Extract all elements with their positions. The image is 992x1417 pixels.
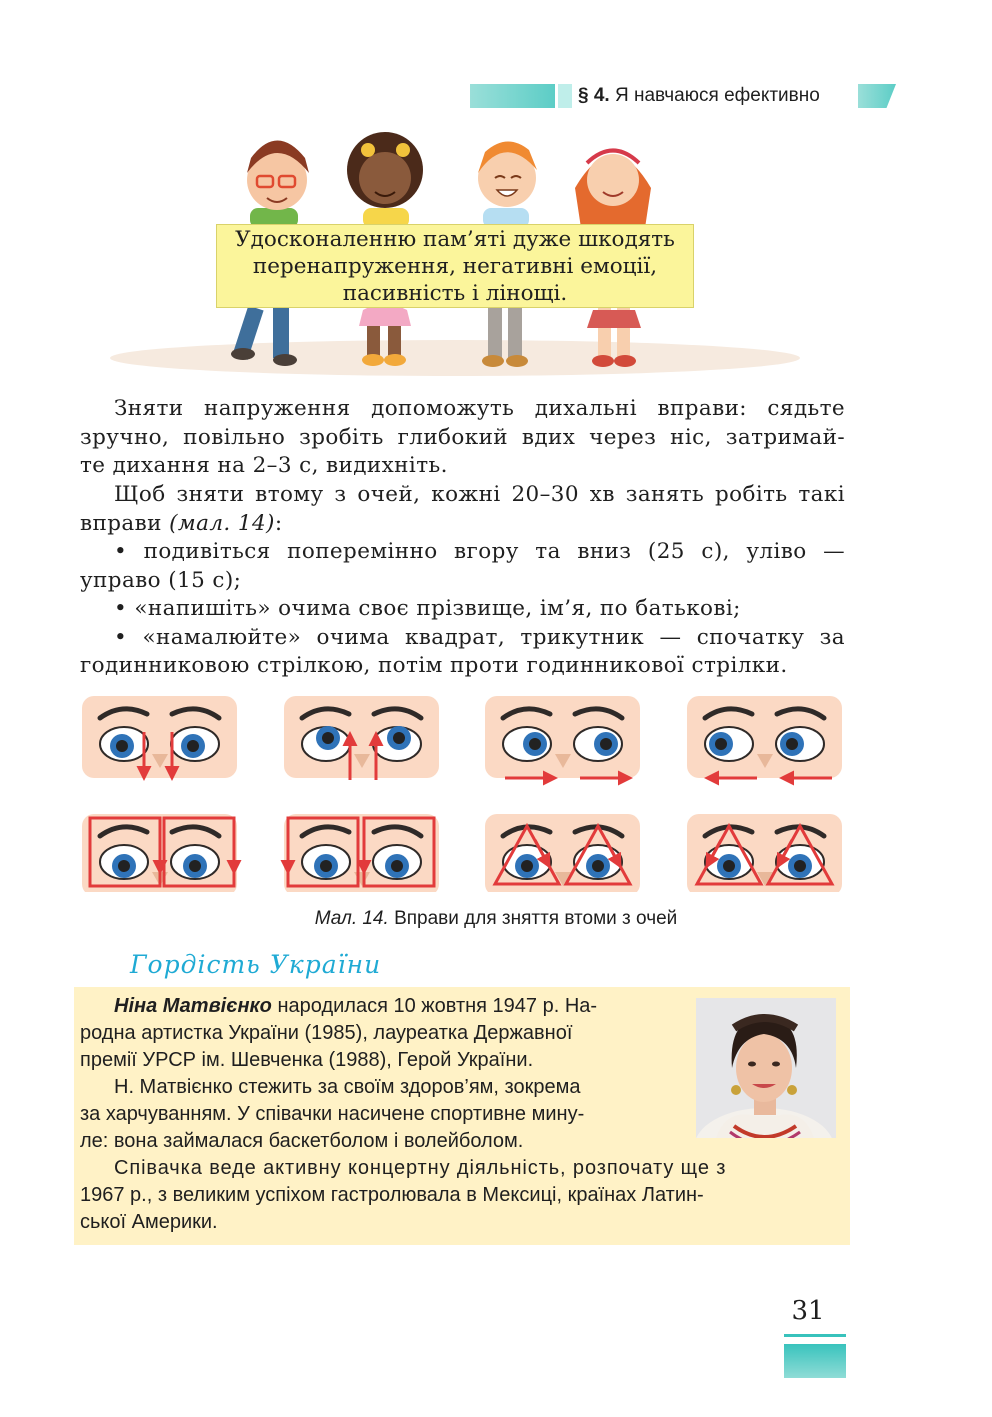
figure-caption (0, 908, 992, 930)
caption-label: Мал. 14. (314, 908, 389, 929)
running-header (470, 80, 900, 112)
bio-line (80, 993, 597, 1021)
section-title: Я навчаюся ефективно (614, 85, 820, 106)
header-title (572, 83, 826, 109)
bio-line: родна артистка України (1985), лауреатка Державної (80, 1022, 573, 1044)
bio-line: за харчуванням. У співачки насичене спортивне мину- (80, 1103, 585, 1125)
pride-section-title: Гордість України (130, 950, 382, 979)
page-corner-bar (784, 1344, 846, 1378)
banner-line-3: пасивність і лінощі. (342, 281, 568, 306)
banner-line-1: Удосконаленню пам’яті дуже шкодять (235, 227, 675, 252)
page-number-underline (784, 1334, 846, 1337)
caption-text: Вправи для зняття втоми з очей (388, 908, 678, 929)
exercise-look-up (284, 696, 439, 780)
exercise-look-down (82, 696, 237, 778)
memory-banner (216, 224, 694, 308)
bullet-item-3: • «намалюйте» очима квадрат, трикутник — спочатку за (114, 624, 845, 650)
text-line: Щоб зняти втому з очей, кожні 20–30 хв занять робіть такі (114, 482, 845, 507)
bullet-list (80, 538, 845, 681)
exercise-look-left (687, 696, 842, 778)
text-line: зручно, повільно зробіть глибокий вдих через ніс, затримай- (80, 424, 845, 450)
page-number: 31 (791, 1296, 825, 1326)
text-fragment: вправи (80, 510, 170, 536)
text-line: те дихання на 2–3 с, видихніть. (80, 453, 448, 478)
text-fragment: : (274, 510, 283, 536)
eye-exercises-figure (80, 692, 850, 892)
bullet-item-2: • «напишіть» очима своє прізвище, ім’я, по батькові; (114, 596, 741, 621)
bullet-item-3-cont: годинниковою стрілкою, потім проти годинникової стрілки. (80, 653, 788, 678)
bio-line: ле: вона займалася баскетболом і волейболом. (80, 1130, 524, 1152)
exercise-look-right (485, 696, 640, 778)
bio-line: 1967 р., з великим успіхом гастролювала в Мексиці, країнах Латин- (80, 1184, 704, 1206)
exercise-square-counterclockwise (284, 814, 439, 892)
bio-line: ської Америки. (80, 1211, 218, 1233)
text-line: Зняти напруження допоможуть дихальні вправи: сядьте (114, 396, 845, 421)
exercise-square-clockwise (82, 814, 237, 892)
header-stripe-left (470, 84, 555, 108)
bio-line: Н. Матвієнко стежить за своїм здоров’ям, зокрема (114, 1076, 581, 1098)
bio-line: премії УРСР ім. Шевченка (1988), Герой України. (80, 1049, 534, 1071)
figure-reference: (мал. 14) (169, 510, 275, 536)
exercise-triangle-counterclockwise (687, 814, 842, 892)
banner-line-2: перенапруження, негативні емоції, (252, 254, 658, 279)
paragraph-eye-fatigue (80, 481, 845, 538)
header-stripe-left-small (558, 84, 572, 108)
text-line (80, 510, 845, 539)
bio-line: Співачка веде активну концертну діяльність, розпочату ще з (114, 1157, 727, 1179)
header-stripe-right (858, 84, 896, 108)
bullet-item-1-cont: управо (15 с); (80, 567, 242, 593)
bullet-item-1: • подивіться поперемінно вгору та вниз (25 с), уліво — (114, 539, 845, 564)
exercise-triangle-clockwise (485, 814, 640, 892)
section-mark: § 4. (578, 85, 610, 106)
portrait-photo (696, 998, 836, 1138)
paragraph-breathing (80, 395, 845, 481)
bio-text: народилася 10 жовтня 1947 р. На- (271, 995, 598, 1017)
person-name: Ніна Матвієнко (114, 995, 272, 1017)
